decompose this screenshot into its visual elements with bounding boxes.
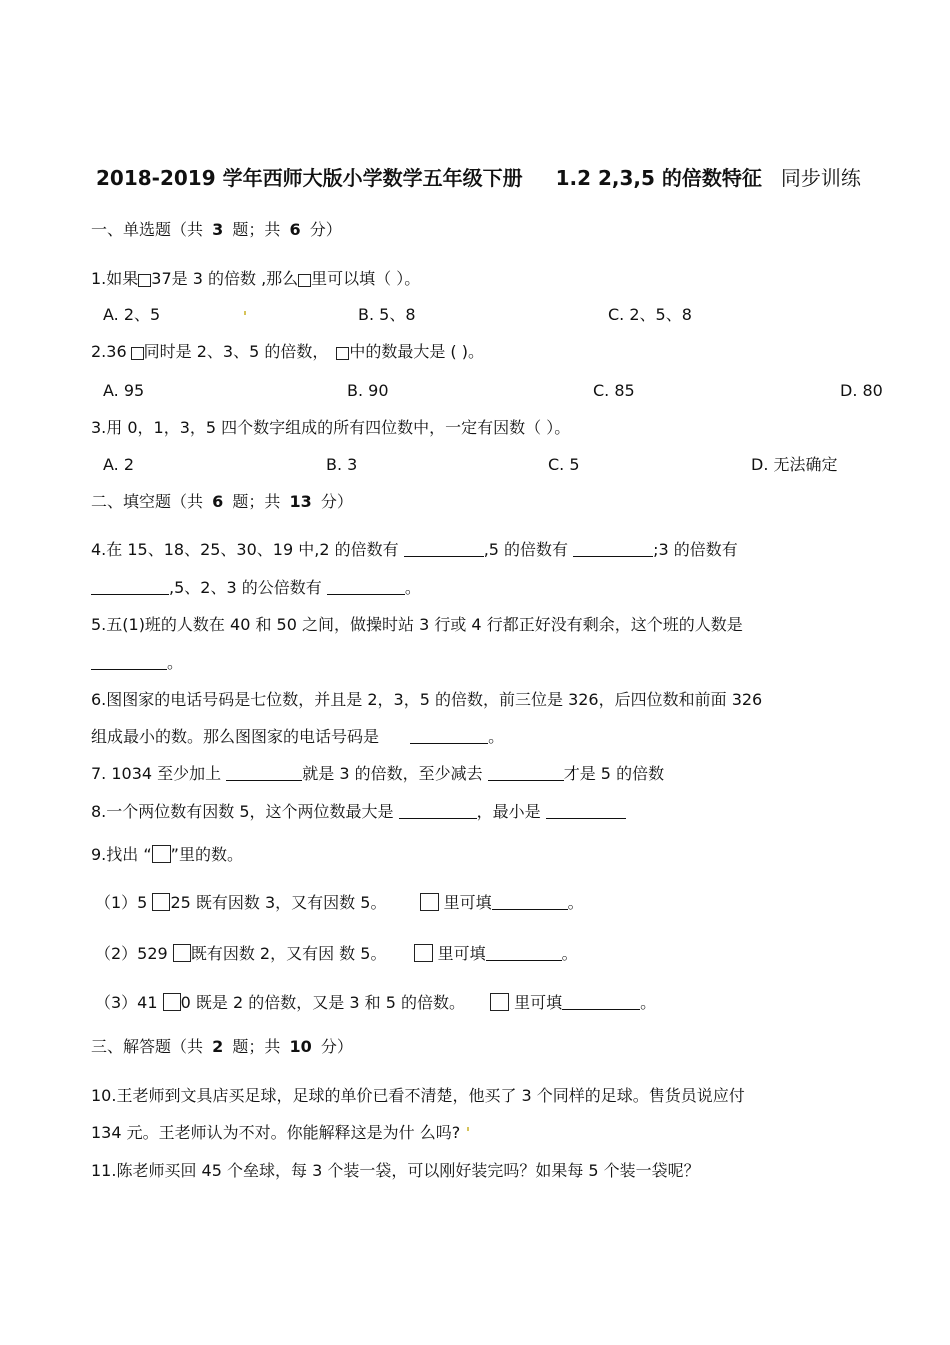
blank-box xyxy=(490,993,509,1011)
answer-blank[interactable] xyxy=(410,727,488,744)
question-9-part-1: （1）5 25 既有因数 3，又有因数 5。 里可填 。 xyxy=(95,893,584,912)
answer-blank[interactable] xyxy=(573,540,653,557)
question-9-part-2: （2）529 既有因数 2，又有因 数 5。 里可填 。 xyxy=(95,944,578,963)
blank-box xyxy=(163,993,181,1011)
section-heading-single-choice: 一、单选题（共 3 题；共 6 分） xyxy=(91,220,342,239)
blank-box xyxy=(336,347,349,360)
q3-option-c[interactable]: C. 5 xyxy=(548,455,580,474)
question-4-line-2: ,5、2、3 的公倍数有 。 xyxy=(91,577,421,599)
question-1: 1.如果 37是 3 的倍数 ,那么 里可以填（ ）。 xyxy=(91,269,421,288)
section-heading-problems: 三、解答题（共 2 题；共 10 分） xyxy=(91,1037,353,1056)
question-4-line-1: 4.在 15、18、25、30、19 中,2 的倍数有 ,5 的倍数有 ;3 的倍数有 xyxy=(91,540,738,559)
answer-blank[interactable] xyxy=(488,764,564,781)
question-6-line-1: 6.图图家的电话号码是七位数，并且是 2，3，5 的倍数，前三位是 326，后四位数和前面 326 xyxy=(91,690,763,709)
section-heading-fill-in: 二、填空题（共 6 题；共 13 分） xyxy=(91,492,353,511)
q2-option-d[interactable]: D. 80 xyxy=(840,381,883,400)
blank-box xyxy=(152,845,171,863)
blank-box xyxy=(152,893,170,911)
blank-box xyxy=(420,893,439,911)
question-7: 7. 1034 至少加上 就是 3 的倍数，至少减去 才是 5 的倍数 xyxy=(91,764,665,783)
q3-option-a[interactable]: A. 2 xyxy=(103,455,135,474)
question-2: 2.36 同时是 2、3、5 的倍数， 中的数最大是 ( )。 xyxy=(91,342,485,361)
q2-option-a[interactable]: A. 95 xyxy=(103,381,145,400)
blank-box xyxy=(131,347,144,360)
answer-blank[interactable] xyxy=(327,578,405,595)
question-9: 9.找出 “ ”里的数。 xyxy=(91,845,243,864)
answer-blank[interactable] xyxy=(492,893,568,910)
question-10-line-2: 134 元。王老师认为不对。你能解释这是为什 么吗? xyxy=(91,1123,461,1142)
answer-blank[interactable] xyxy=(562,993,640,1010)
q3-option-d[interactable]: D. 无法确定 xyxy=(751,455,838,474)
page-title xyxy=(96,167,861,189)
answer-blank[interactable] xyxy=(546,802,626,819)
question-5-line-1: 5.五(1)班的人数在 40 和 50 之间，做操时站 3 行或 4 行都正好没有剩余，这个班的人数是 xyxy=(91,615,743,634)
q2-option-c[interactable]: C. 85 xyxy=(593,381,635,400)
q2-option-b[interactable]: B. 90 xyxy=(347,381,389,400)
question-10-line-1: 10.王老师到文具店买足球，足球的单价已看不清楚，他买了 3 个同样的足球。售货员说应付 xyxy=(91,1086,745,1105)
blank-box xyxy=(173,944,191,962)
blank-box xyxy=(298,274,311,287)
answer-blank[interactable] xyxy=(399,802,477,819)
q3-option-b[interactable]: B. 3 xyxy=(326,455,358,474)
answer-blank[interactable] xyxy=(486,944,562,961)
question-11: 11.陈老师买回 45 个垒球，每 3 个装一袋，可以刚好装完吗？如果每 5 个装一袋呢？ xyxy=(91,1161,700,1180)
question-3: 3.用 0，1，3，5 四个数字组成的所有四位数中，一定有因数（ ）。 xyxy=(91,418,571,437)
question-8: 8.一个两位数有因数 5，这个两位数最大是 ，最小是 xyxy=(91,801,626,823)
question-6-line-2: 组成最小的数。那么图图家的电话号码是 。 xyxy=(91,727,505,746)
question-5-line-2: 。 xyxy=(91,652,183,674)
q1-option-b[interactable]: B. 5、8 xyxy=(358,305,416,324)
scan-mark xyxy=(244,311,246,315)
q1-option-a[interactable]: A. 2、5 xyxy=(103,305,161,324)
title-mid: 1.2 2,3,5 的倍数特征 xyxy=(555,166,762,190)
title-left: 2018-2019 学年西师大版小学数学五年级下册 xyxy=(96,166,523,190)
answer-blank[interactable] xyxy=(404,540,484,557)
scan-mark xyxy=(467,1127,469,1131)
answer-blank[interactable] xyxy=(226,764,302,781)
blank-box xyxy=(414,944,433,962)
blank-box xyxy=(138,274,151,287)
q1-option-c[interactable]: C. 2、5、8 xyxy=(608,305,692,324)
answer-blank[interactable] xyxy=(91,578,169,595)
title-right: 同步训练 xyxy=(780,166,861,190)
question-9-part-3: （3）41 0 既是 2 的倍数，又是 3 和 5 的倍数。 里可填 。 xyxy=(95,993,657,1012)
answer-blank[interactable] xyxy=(91,653,167,670)
